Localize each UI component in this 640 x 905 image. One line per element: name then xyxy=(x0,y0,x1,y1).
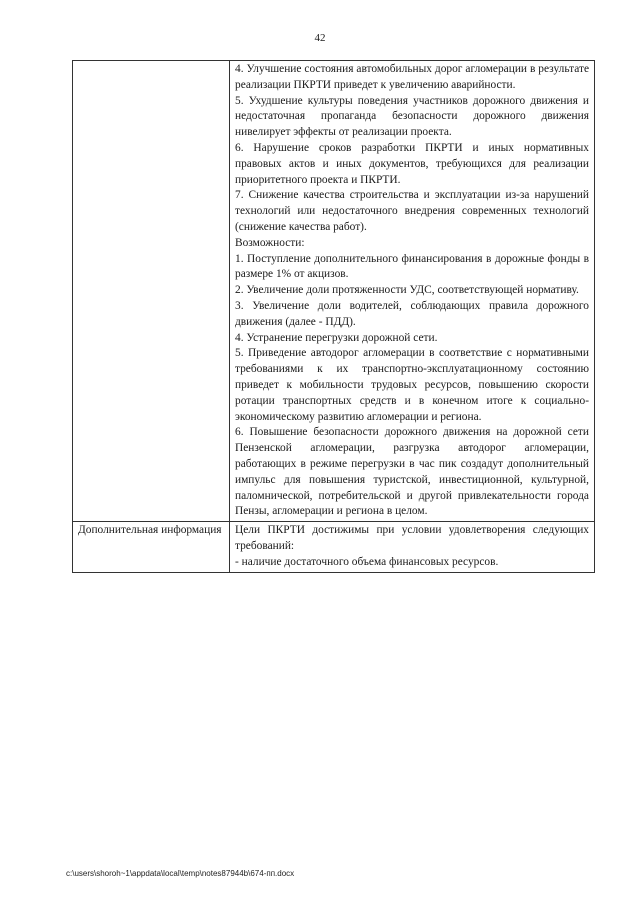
paragraph: 5. Ухудшение культуры поведения участников дорожного движения и недостаточная пропаганда безопасности дорожного движения нивелирует эффекты от реализации проекта. xyxy=(235,94,589,139)
paragraph: 2. Увеличение доли протяженности УДС, соответствующей нормативу. xyxy=(235,284,579,297)
table-row xyxy=(73,522,595,572)
paragraph: 4. Устранение перегрузки дорожной сети. xyxy=(235,331,438,344)
paragraph: 3. Увеличение доли водителей, соблюдающих правила дорожного движения (далее - ПДД). xyxy=(235,299,589,328)
row-content-cell xyxy=(230,522,595,572)
paragraph: Возможности: xyxy=(235,236,305,249)
paragraph: 7. Снижение качества строительства и эксплуатации из-за нарушений технологий или недостаточного внедрения современных технологий (снижение качества работ). xyxy=(235,189,589,233)
row-label-cell xyxy=(73,61,230,522)
paragraph: 4. Улучшение состояния автомобильных дорог агломерации в результате реализации ПКРТИ приведет к увеличению аварийности. xyxy=(235,63,589,91)
paragraph: - наличие достаточного объема финансовых ресурсов. xyxy=(235,555,499,568)
row-content-cell xyxy=(230,61,595,522)
paragraph: 6. Нарушение сроков разработки ПКРТИ и иных нормативных правовых актов и иных документов, требующихся для реализации приоритетного проекта и ПКРТИ. xyxy=(235,141,589,186)
row-label-cell: Дополнительная информация xyxy=(73,522,230,572)
table-row xyxy=(73,61,595,522)
paragraph: Цели ПКРТИ достижимы при условии удовлетворения следующих требований: xyxy=(235,524,589,552)
paragraph: 5. Приведение автодорог агломерации в соответствие с нормативными требованиями к их транспортно-эксплуатационному состоянию приведет к мобильности трудовых ресурсов, повышению скорости ротации транспортных средств и в конечном итоге к социально-экономическому развитию агломерации и региона. xyxy=(235,347,589,423)
document-table xyxy=(72,60,595,573)
page-number: 42 xyxy=(314,32,326,44)
paragraph: 6. Повышение безопасности дорожного движения на дорожной сети Пензенской агломерации, разгрузка автодорог агломерации, работающих в режиме перегрузки в час пик создадут дополнительный импульс для повышения туристской, инвестиционной, культурной, паломнической, потребительской и другой привлекательности города Пензы, агломерации и региона в целом. xyxy=(235,426,589,518)
footer-file-path: c:\users\shoroh~1\appdata\local\temp\notes87944b\674-пп.docx xyxy=(66,869,295,878)
paragraph: 1. Поступление дополнительного финансирования в дорожные фонды в размере 1% от акцизов. xyxy=(235,252,589,281)
